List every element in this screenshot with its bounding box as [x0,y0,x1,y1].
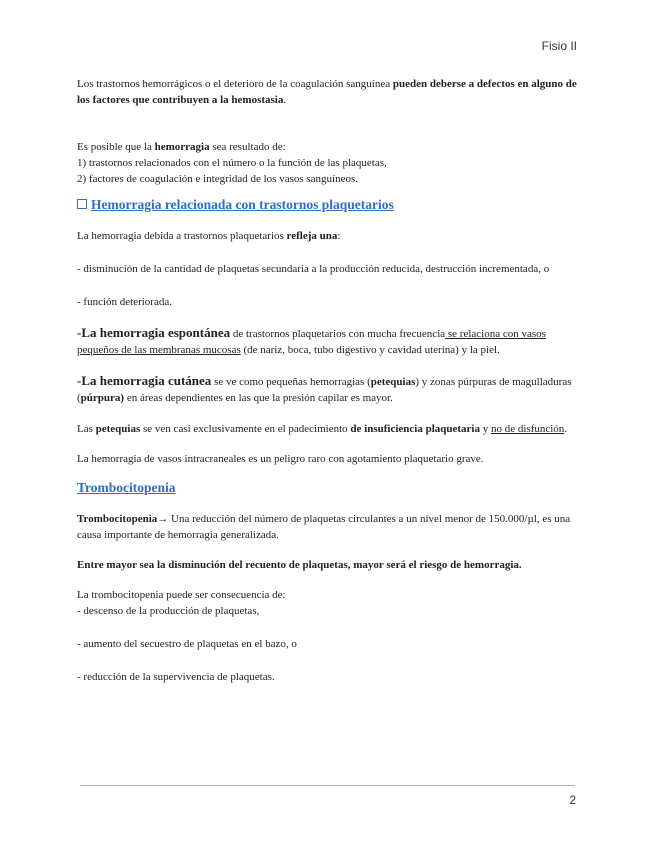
page-content [77,76,577,685]
consequence-item-3: - reducción de la supervivencia de plaquetas. [77,671,275,683]
reflect-pre: La hemorragia debida a trastornos plaquetarios [77,230,287,242]
pet-pre: Las [77,423,96,435]
def-bold: Trombocitopenia→ [77,513,169,525]
pet-bold2: de insuficiencia plaquetaria [350,423,480,435]
spont-underline: se relaciona con vasos pequeños de las membranas mucosas [77,328,546,356]
pet-mid: se ven casi exclusivamente en el padecimiento [140,423,351,435]
pet-and: y [479,423,491,435]
page-number: 2 [569,793,576,807]
header-subject: Fisio II [541,39,577,53]
cut-petequias: petequias [370,376,416,388]
causes-post: sea resultado de: [209,141,286,153]
consequence-item-2: - aumento del secuestro de plaquetas en el bazo, o [77,638,297,650]
intro-end: . [283,94,287,106]
pet-end: . [564,423,568,435]
definition-paragraph [77,511,577,543]
intracranial-paragraph: La hemorragia de vasos intracraneales es un peligro raro con agotamiento plaquetario grave. [77,453,484,465]
def-text: Una reducción del número de plaquetas circulantes a un nivel menor de 150.000/µl, es una causa importante de hemorragia generalizada. [77,513,571,541]
consequence-intro: La trombocitopenia puede ser consecuencia de: [77,589,286,601]
platelet-line-1: - disminución de la cantidad de plaquetas secundaria a la producción reducida, destrucción incrementada, o [77,263,550,275]
spont-mid: de trastornos plaquetarios con mucha frecuencia [230,328,446,340]
consequence-item-1: - descenso de la producción de plaquetas, [77,605,260,617]
cut-1: se ve como pequeñas hemorragias ( [211,376,371,388]
checkbox-square-icon [77,199,87,209]
cut-2: ) y zonas púrpuras de magulladuras ( [77,376,572,404]
cutaneous-paragraph [77,373,577,406]
causes-pre: Es posible que la [77,141,155,153]
causes-bold: hemorragia [154,141,210,153]
causes-item-2: 2) factores de coagulación e integridad de los vasos sanguíneos. [77,173,359,185]
section-heading-platelet[interactable] [77,197,577,214]
pet-underline: no de disfunción [490,423,565,435]
intro-bold: pueden deberse a defectos en alguno de los factores que contribuyen a la hemostasia [77,78,577,106]
reflect-paragraph [77,228,577,244]
footer-divider [80,785,575,786]
section2-heading-text[interactable]: Trombocitopenia [77,480,176,495]
pet-bold: petequias [95,423,141,435]
causes-item-1: 1) trastornos relacionados con el número o la función de las plaquetas, [77,157,387,169]
cut-bold: -La hemorragia cutánea [77,373,212,388]
section-heading-thrombocytopenia[interactable] [77,480,577,497]
petequias-paragraph [77,421,577,437]
reflect-post: : [337,230,341,242]
section-heading-text[interactable]: Hemorragia relacionada con trastornos plaquetarios [91,197,394,212]
causes-intro [77,139,577,155]
cut-3: en áreas dependientes en las que la presión capilar es mayor. [124,392,393,404]
cut-purpura: púrpura) [80,392,125,404]
intro-paragraph [77,76,577,108]
emphasis-paragraph: Entre mayor sea la disminución del recuento de plaquetas, mayor será el riesgo de hemorragia. [77,559,522,571]
spontaneous-paragraph [77,325,577,358]
reflect-bold: refleja una [286,230,338,242]
platelet-line-2: - función deteriorada. [77,296,172,308]
intro-text: Los trastornos hemorrágicos o el deterioro de la coagulación sanguínea [77,78,393,90]
spont-bold: -La hemorragia espontánea [77,325,231,340]
spont-post: (de nariz, boca, tubo digestivo y cavidad uterina) y la piel. [240,344,500,356]
